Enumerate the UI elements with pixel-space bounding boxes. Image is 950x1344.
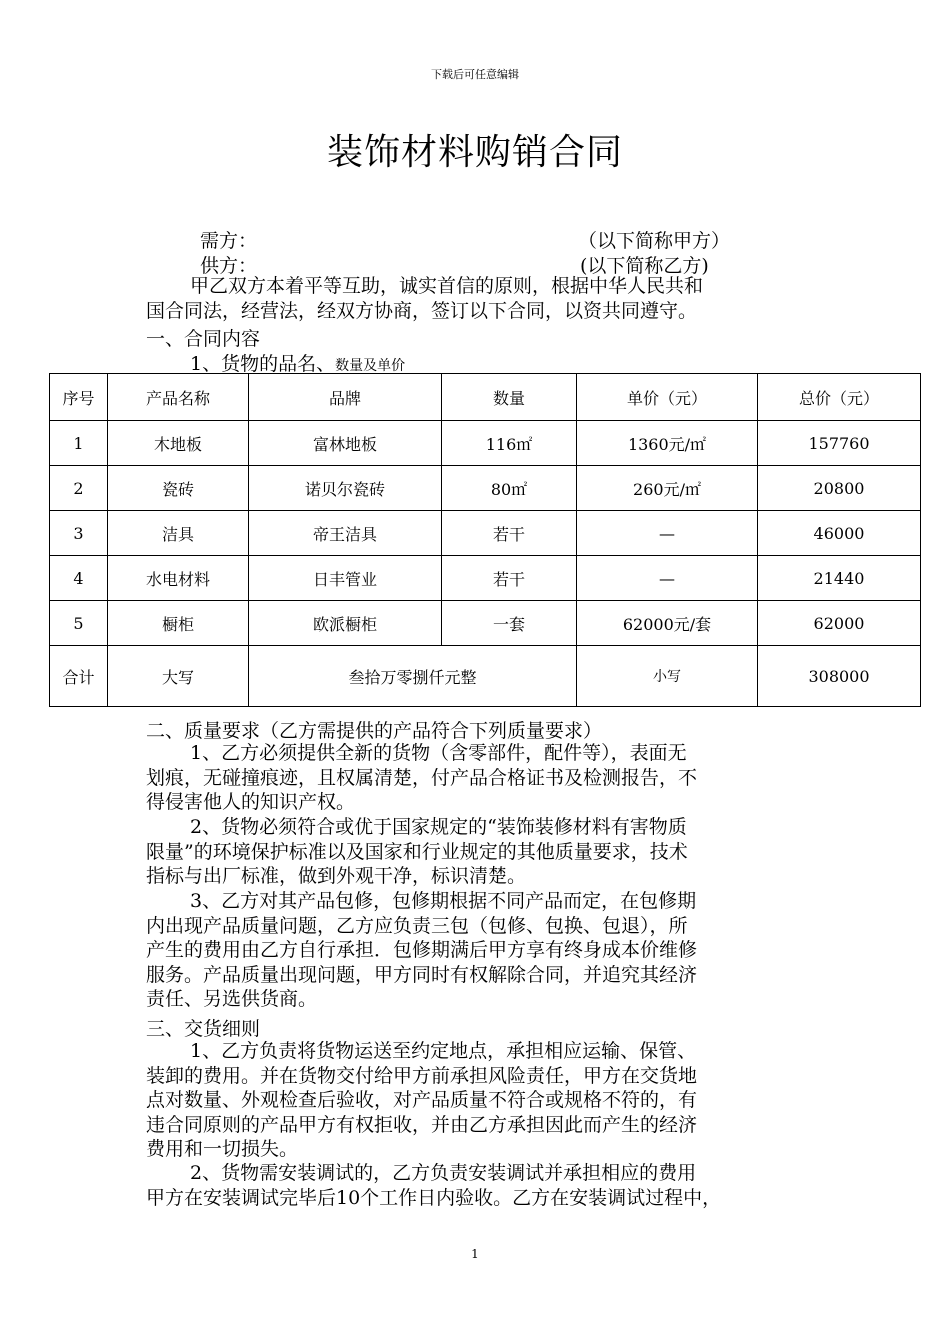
text-line: 装卸的费用。并在货物交付给甲方前承担风险责任，甲方在交货地 [146, 1064, 698, 1087]
table-cell: 若干 [442, 511, 577, 556]
text-line: 3、乙方对其产品包修，包修期根据不同产品而定，在包修期 [190, 890, 697, 912]
buyer-label: 需方： [200, 230, 258, 252]
section-3-para-1 [146, 1039, 806, 1162]
table-cell: 橱柜 [108, 601, 249, 646]
table-cell: 1360元/㎡ [577, 421, 758, 466]
table-cell: 46000 [758, 511, 921, 556]
table-cell: 3 [50, 511, 108, 556]
table-row [50, 466, 921, 511]
section-1-subtitle [190, 349, 405, 376]
text-line: 甲方在安装调试完毕后10个工作日内验收。乙方在安装调试过程中， [146, 1186, 722, 1209]
text-line: 得侵害他人的知识产权。 [146, 791, 356, 813]
table-row [50, 511, 921, 556]
text-line: 1、乙方必须提供全新的货物（含零部件，配件等），表面无 [190, 742, 687, 764]
table-cell: 水电材料 [108, 556, 249, 601]
section-2-para-1 [146, 741, 806, 815]
total-label: 合计 [50, 646, 108, 707]
table-row [50, 421, 921, 466]
section-3-title: 三、交货细则 [146, 1018, 261, 1040]
table-cell: 4 [50, 556, 108, 601]
subtitle-small: 数量及单价 [335, 358, 406, 374]
intro-paragraph [146, 274, 806, 323]
document-title: 装饰材料购销合同 [326, 132, 623, 173]
table-cell: 富林地板 [249, 421, 442, 466]
table-cell: 诺贝尔瓷砖 [249, 466, 442, 511]
header-cell: 单价（元） [577, 374, 758, 421]
text-line: 指标与出厂标准，做到外观干净，标识清楚。 [146, 865, 527, 887]
table-cell: 116㎡ [442, 421, 577, 466]
table-cell: 木地板 [108, 421, 249, 466]
table-cell: 80㎡ [442, 466, 577, 511]
table-cell: 若干 [442, 556, 577, 601]
section-1-title: 一、合同内容 [146, 328, 261, 350]
subtitle-main: 1、货物的品名、 [190, 353, 336, 375]
seller-note: (以下简称乙方) [580, 255, 709, 277]
section-3-para-2 [146, 1161, 806, 1210]
total-lower-label: 小写 [577, 646, 758, 707]
text-line: 违合同原则的产品甲方有权拒收，并由乙方承担因此而产生的经济 [146, 1113, 698, 1136]
table-cell: 1 [50, 421, 108, 466]
table-cell: 瓷砖 [108, 466, 249, 511]
table-cell: 2 [50, 466, 108, 511]
text-line: 内出现产品质量问题，乙方应负责三包（包修、包换、包退），所 [146, 914, 688, 937]
header-cell: 序号 [50, 374, 108, 421]
text-line: 责任、另选供货商。 [146, 988, 318, 1010]
text-line: 2、货物必须符合或优于国家规定的“装饰装修材料有害物质 [190, 816, 687, 838]
table-cell: 洁具 [108, 511, 249, 556]
header-cell: 品牌 [249, 374, 442, 421]
table-cell: — [577, 511, 758, 556]
table-row [50, 556, 921, 601]
total-upper-value: 叁拾万零捌仟元整 [249, 646, 577, 707]
table-total-row [50, 646, 921, 707]
page-number: 1 [471, 1247, 479, 1261]
header-cell: 总价（元） [758, 374, 921, 421]
intro-line-2: 国合同法，经营法，经双方协商，签订以下合同，以资共同遵守。 [146, 299, 698, 322]
text-line: 划痕，无碰撞痕迹，且权属清楚，付产品合格证书及检测报告，不 [146, 766, 698, 789]
text-line: 费用和一切损失。 [146, 1138, 299, 1160]
total-lower-value: 308000 [758, 646, 921, 707]
table-row [50, 601, 921, 646]
text-line: 限量”的环境保护标准以及国家和行业规定的其他质量要求，技术 [146, 840, 688, 863]
table-cell: 5 [50, 601, 108, 646]
text-line: 2、货物需安装调试的，乙方负责安装调试并承担相应的费用 [190, 1162, 697, 1184]
section-2-para-3 [146, 889, 806, 1012]
table-cell: — [577, 556, 758, 601]
section-2-title: 二、质量要求（乙方需提供的产品符合下列质量要求） [146, 720, 603, 742]
header-cell: 数量 [442, 374, 577, 421]
table-cell: 20800 [758, 466, 921, 511]
buyer-note: （以下简称甲方） [578, 230, 731, 252]
total-upper-label: 大写 [108, 646, 249, 707]
table-cell: 62000 [758, 601, 921, 646]
table-cell: 21440 [758, 556, 921, 601]
table-cell: 62000元/套 [577, 601, 758, 646]
goods-table [49, 373, 921, 707]
table-cell: 157760 [758, 421, 921, 466]
text-line: 服务。产品质量出现问题，甲方同时有权解除合同，并追究其经济 [146, 963, 698, 986]
table-cell: 一套 [442, 601, 577, 646]
intro-line-1: 甲乙双方本着平等互助，诚实首信的原则，根据中华人民共和 [190, 275, 704, 297]
table-cell: 日丰管业 [249, 556, 442, 601]
text-line: 产生的费用由乙方自行承担．包修期满后甲方享有终身成本价维修 [146, 939, 698, 961]
table-cell: 260元/㎡ [577, 466, 758, 511]
seller-label: 供方： [200, 255, 258, 277]
header-note: 下载后可任意编辑 [431, 68, 519, 81]
section-2-para-2 [146, 815, 806, 889]
table-header-row [50, 374, 921, 421]
table-cell: 欧派橱柜 [249, 601, 442, 646]
text-line: 点对数量、外观检查后验收，对产品质量不符合或规格不符的，有 [146, 1089, 698, 1111]
table-cell: 帝王洁具 [249, 511, 442, 556]
text-line: 1、乙方负责将货物运送至约定地点，承担相应运输、保管、 [190, 1040, 697, 1062]
header-cell: 产品名称 [108, 374, 249, 421]
